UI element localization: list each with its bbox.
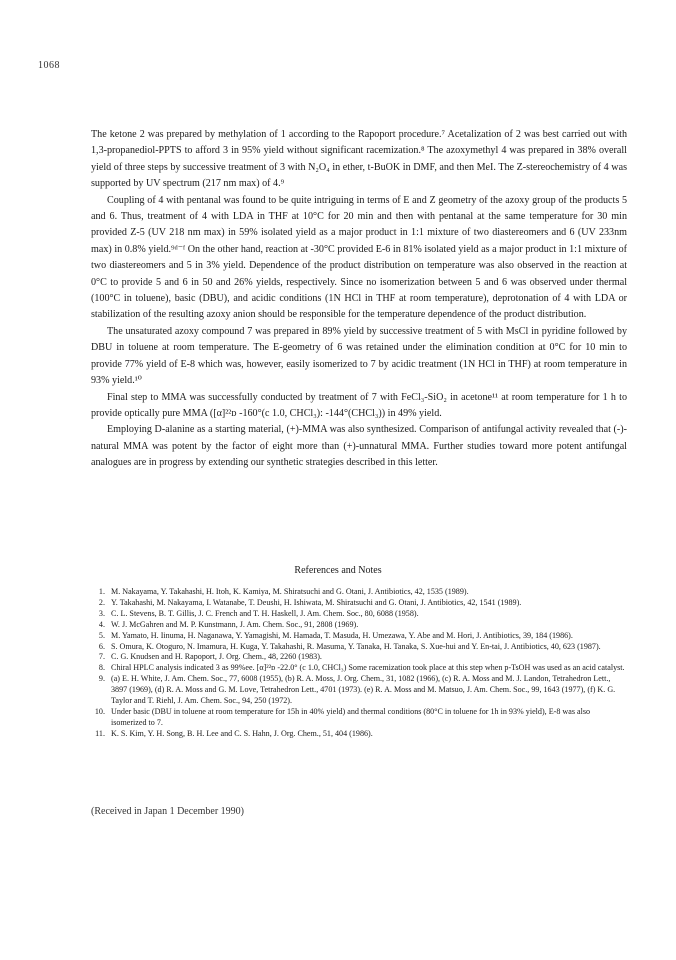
reference-number: 2. xyxy=(98,597,105,607)
reference-text: Y. Takahashi, M. Nakayama, I. Watanabe, T. Deushi, H. Ishiwata, M. Shiratsuchi and G. Otani, J. Antibiotics, 42, 1541 (1989). xyxy=(111,597,522,607)
paragraph: Final step to MMA was successfully conducted by treatment of 7 with FeCl₃-SiO₂ in acetone¹¹ at room temperature for 1 h to provide optically pure MMA ([α]²²ᴅ -160°(c 1.0, CHCl₃): -144°(CHCl₃)) in 49% yield. xyxy=(91,391,627,419)
reference-number: 7. xyxy=(98,652,105,662)
reference-text: M. Yamato, H. Iinuma, H. Naganawa, Y. Yamagishi, M. Hamada, T. Masuda, H. Umezawa, Y. Abe and M. Hori, J. Antibiotics, 39, 184 (1986). xyxy=(111,630,573,640)
reference-number: 3. xyxy=(98,608,105,618)
page-number: 1068 xyxy=(38,60,60,71)
reference-number: 8. xyxy=(98,663,105,673)
paragraph: The ketone 2 was prepared by methylation of 1 according to the Rapoport procedure.⁷ Acetalization of 2 was best carried out with 1,3-propanediol-PPTS to afford 3 in 95% yield without significant racemization.⁸ The azoxymethyl 4 was prepared in 38% overall yield of three steps by successive treatment of 3 with N₂O₄ in ether, t-BuOK in DMF, and then MeI. The Z-stereochemistry of 4 was supported by UV spectrum (217 nm max) of 4.⁹ xyxy=(91,129,627,190)
reference-item xyxy=(91,631,627,642)
reference-item xyxy=(91,663,627,674)
reference-number: 4. xyxy=(98,619,105,629)
reference-item xyxy=(91,729,627,740)
references-heading: References and Notes xyxy=(294,565,382,576)
reference-number: 11. xyxy=(95,728,105,738)
article-body xyxy=(91,127,627,472)
reference-item xyxy=(91,620,627,631)
reference-item xyxy=(91,707,627,729)
reference-text: M. Nakayama, Y. Takahashi, H. Itoh, K. Kamiya, M. Shiratsuchi and G. Otani, J. Antibiotics, 42, 1535 (1989). xyxy=(111,587,469,596)
reference-text: Under basic (DBU in toluene at room temperature for 15h in 40% yield) and thermal conditions (80°C in toluene for 1h in 93% yield), E-8 was also isomerized to 7. xyxy=(111,706,591,727)
reference-text: (a) E. H. White, J. Am. Chem. Soc., 77, 6008 (1955), (b) R. A. Moss, J. Org. Chem., 31, 1082 (1966), (c) R. A. Moss and M. J. Landon, Tetrahedron Lett., 3897 (1969), (d) R. A. Moss and G. M. Love, Tetrahedron Lett., 4701 (1973). (e) R. A. Moss and M. Matsuo, J. Am. Chem. Soc., 99, 1643 (1977), (f) K. G. Taylor and T. Riehl, J. Am. Chem. Soc., 94, 250 (1972). xyxy=(111,674,616,706)
reference-item xyxy=(91,642,627,653)
paragraph: The unsaturated azoxy compound 7 was prepared in 89% yield by successive treatment of 5 with MsCl in pyridine followed by DBU in toluene at room temperature. The E-geometry of 6 was retained under the elimination condition at 0°C for 10 min to provide 77% yield of E-8 which was, however, easily isomerized to 7 by acidic treatment (1N HCl in THF) at room temperature in 93% yield.¹⁰ xyxy=(91,325,627,387)
received-date: (Received in Japan 1 December 1990) xyxy=(91,806,244,817)
reference-item xyxy=(91,652,627,663)
reference-item xyxy=(91,587,627,598)
paragraph: Coupling of 4 with pentanal was found to be quite intriguing in terms of E and Z geometry of the azoxy group of the products 5 and 6. Thus, treatment of 4 with LDA in THF at 10°C for 20 min and then with pentanal at the same temperature for 30 min provided Z-5 (UV 218 nm max) in 59% isolated yield as a major product in 1:1 mixture of two diastereomers and 6 (UV 233nm max) in 0.8% yield.⁹ᵈ⁻ᶠ On the other hand, reaction at -30°C provided E-6 in 81% isolated yield as a major product in 1:1 mixture of two diastereomers and 5 in 3% yield. Dependence of the product distribution on temperature was also observed in the reaction at 0°C to provide 5 and 6 in 50 and 26% yields, respectively. Since no isomerization between 5 and 6 was observed under thermal (100°C in toluene), basic (DBU), and acidic conditions (1N HCl in THF at room temperature), deprotonation of 4 with LDA or stabilization of the resulting azoxy anion should be responsible for the temperature dependence of the product distribution. xyxy=(91,194,627,321)
reference-number: 6. xyxy=(98,641,105,651)
reference-number: 5. xyxy=(98,630,105,640)
reference-item xyxy=(91,674,627,707)
reference-text: Chiral HPLC analysis indicated 3 as 99%ee. [α]²²ᴅ -22.0° (c 1.0, CHCl₃) Some racemization took place at this step when p-TsOH was used as an acid catalyst. xyxy=(111,663,625,673)
reference-number: 9. xyxy=(98,674,105,684)
reference-text: C. G. Knudsen and H. Rapoport, J. Org. Chem., 48, 2260 (1983). xyxy=(111,652,322,662)
reference-text: W. J. McGahren and M. P. Kunstmann, J. Am. Chem. Soc., 91, 2808 (1969). xyxy=(111,619,359,629)
reference-number: 10. xyxy=(94,706,105,716)
reference-item xyxy=(91,598,627,609)
references-list xyxy=(91,587,627,740)
reference-text: C. L. Stevens, B. T. Gillis, J. C. French and T. H. Haskell, J. Am. Chem. Soc., 80, 6088 (1958). xyxy=(111,608,419,618)
reference-number: 1. xyxy=(98,587,105,596)
reference-text: K. S. Kim, Y. H. Song, B. H. Lee and C. S. Hahn, J. Org. Chem., 51, 404 (1986). xyxy=(111,728,373,738)
paragraph: Employing D-alanine as a starting material, (+)-MMA was also synthesized. Comparison of antifungal activity revealed that (-)-natural MMA was potent by the factor of eight more than (+)-unnatural MMA. Further studies toward more potent antifungal analogues are in progress by extending our synthetic strategies described in this letter. xyxy=(91,424,627,469)
reference-item xyxy=(91,609,627,620)
reference-text: S. Omura, K. Otoguro, N. Imamura, H. Kuga, Y. Takahashi, R. Masuma, Y. Tanaka, H. Tanaka, S. Xue-hui and Y. En-tai, J. Antibiotics, 40, 623 (1987). xyxy=(111,641,601,651)
